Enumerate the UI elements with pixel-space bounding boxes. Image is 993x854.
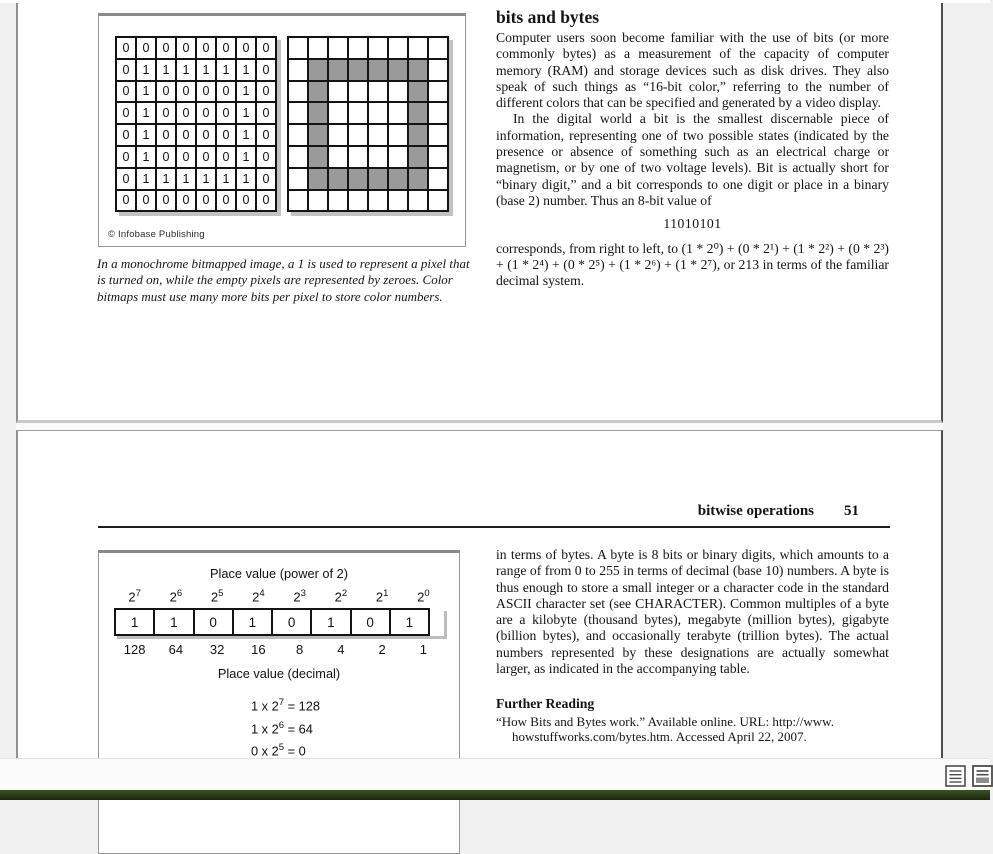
power-row bbox=[114, 588, 444, 604]
pixel-cell bbox=[288, 81, 308, 103]
article-column bbox=[496, 7, 889, 289]
pixel-cell bbox=[308, 168, 328, 190]
decimal-label: 8 bbox=[296, 642, 304, 658]
bit-cell: 0 bbox=[156, 81, 176, 103]
pixel-cell bbox=[368, 102, 388, 124]
decimal-label: 16 bbox=[251, 642, 266, 658]
bit-cell: 1 bbox=[196, 59, 216, 81]
bit-box: 1 bbox=[232, 608, 271, 636]
article-paragraph: In the digital world a bit is the smallest discernable piece of information, representing one of two possible states (indicated by the presence or absence of something such as an electrical charge or magnetism, or by one of two voltage levels). Bit is actually short for “binary digit,” and a bit corresponds to one digit or place in a binary (base 2) number. Thus an 8-bit value of bbox=[496, 111, 889, 208]
bit-cell: 0 bbox=[176, 102, 196, 124]
bit-row bbox=[114, 608, 444, 636]
pixel-cell bbox=[328, 37, 348, 59]
bit-cell: 0 bbox=[216, 81, 236, 103]
bit-cell: 0 bbox=[216, 124, 236, 146]
pixel-cell bbox=[288, 146, 308, 168]
bit-box: 1 bbox=[389, 608, 430, 636]
pixel-cell bbox=[368, 59, 388, 81]
pixel-cell bbox=[408, 190, 428, 212]
pixel-cell bbox=[408, 59, 428, 81]
decimal-label: 32 bbox=[209, 642, 225, 658]
bit-cell: 0 bbox=[176, 81, 196, 103]
pixel-cell bbox=[408, 146, 428, 168]
equation: 1 x $2^6 = 64$ bbox=[251, 719, 313, 736]
bit-cell: 0 bbox=[156, 124, 176, 146]
bit-box: 0 bbox=[271, 608, 310, 636]
bit-cell: 0 bbox=[216, 146, 236, 168]
pixel-cell bbox=[328, 190, 348, 212]
pixel-cell bbox=[348, 168, 368, 190]
equation: 0 x $2^5 = 0$ bbox=[251, 741, 306, 759]
pixel-cell bbox=[428, 37, 448, 59]
pixel-cell bbox=[408, 124, 428, 146]
reference-line: “How Bits and Bytes work.” Available online. URL: http://www. bbox=[496, 713, 834, 729]
decimal-label: 128 bbox=[123, 642, 146, 658]
pixel-cell bbox=[328, 81, 348, 103]
figure-caption: In a monochrome bitmapped image, a 1 is used to represent a pixel that is turned on, while the empty pixels are represented by zeroes. Color bitmaps must use many more bits per pixel to store color numbers. bbox=[97, 256, 470, 304]
decimal-label: 4 bbox=[337, 642, 345, 658]
pixel-cell bbox=[428, 146, 448, 168]
bit-cell: 1 bbox=[136, 146, 156, 168]
pixel-cell bbox=[388, 102, 408, 124]
bit-cell: 0 bbox=[216, 102, 236, 124]
bit-cell: 0 bbox=[196, 81, 216, 103]
bit-cell: 0 bbox=[116, 59, 136, 81]
pixel-cell bbox=[408, 102, 428, 124]
pixel-cell bbox=[308, 81, 328, 103]
page-number: 51 bbox=[844, 503, 859, 519]
pixel-cell bbox=[348, 190, 368, 212]
bit-cell: 1 bbox=[236, 81, 256, 103]
pixel-cell bbox=[288, 168, 308, 190]
bitmap-figure bbox=[98, 13, 466, 247]
document-view-area bbox=[16, 3, 943, 758]
pixel-cell bbox=[388, 124, 408, 146]
bit-cell: 1 bbox=[216, 59, 236, 81]
binary-value: 11010101 bbox=[663, 216, 722, 232]
power-label: $2^1$ bbox=[375, 588, 389, 605]
pixel-cell bbox=[368, 37, 388, 59]
bit-cell: 0 bbox=[256, 59, 276, 81]
pixel-cell bbox=[348, 81, 368, 103]
bit-cell: 0 bbox=[116, 102, 136, 124]
pixel-cell bbox=[348, 37, 368, 59]
pixel-cell bbox=[308, 124, 328, 146]
pixel-cell bbox=[388, 168, 408, 190]
bit-cell: 0 bbox=[256, 102, 276, 124]
bit-cell: 0 bbox=[116, 190, 136, 212]
article-heading: bits and bytes bbox=[496, 7, 600, 27]
pixel-cell bbox=[428, 59, 448, 81]
bit-box: 0 bbox=[350, 608, 389, 636]
reference-line: howstuffworks.com/bytes.htm. Accessed April 22, 2007. bbox=[512, 728, 807, 744]
bit-cell: 0 bbox=[196, 37, 216, 59]
pixel-cell bbox=[368, 146, 388, 168]
equation: 1 x $2^7 = 128$ bbox=[251, 697, 320, 714]
bit-cell: 0 bbox=[196, 102, 216, 124]
further-reading-heading: Further Reading bbox=[496, 696, 595, 712]
bit-cell: 0 bbox=[116, 168, 136, 190]
article-paragraph: Computer users soon become familiar with the use of bits (or more commonly bytes) as a measurement of the capacity of computer memory (RAM) and storage devices such as disk drives. They also speak of such things as “16-bit color,” referring to the number of different colors that can be specified and generated by a video display. bbox=[496, 30, 889, 111]
figure-title-bottom: Place value (decimal) bbox=[217, 666, 341, 682]
bit-cell: 0 bbox=[216, 190, 236, 212]
pixel-cell bbox=[348, 146, 368, 168]
bit-cell: 0 bbox=[176, 124, 196, 146]
bit-cell: 0 bbox=[116, 146, 136, 168]
bit-cell: 1 bbox=[216, 168, 236, 190]
bit-box: 0 bbox=[193, 608, 232, 636]
article-paragraph: corresponds, from right to left, to (1 * 2⁰) + (0 * 2¹) + (1 * 2²) + (0 * 2³) + (1 * 2⁴) + (0 * 2⁵) + (1 * 2⁶) + (1 * 2⁷), or 213 in terms of the familiar decimal system. bbox=[496, 240, 889, 289]
pixel-cell bbox=[388, 59, 408, 81]
pixel-cell bbox=[408, 168, 428, 190]
bit-cell: 0 bbox=[156, 37, 176, 59]
pixel-cell bbox=[308, 146, 328, 168]
decimal-label: 1 bbox=[419, 642, 427, 658]
bit-cell: 0 bbox=[196, 190, 216, 212]
page-1 bbox=[16, 3, 943, 423]
pixel-cell bbox=[288, 102, 308, 124]
bit-cell: 0 bbox=[136, 190, 156, 212]
status-strip bbox=[0, 758, 990, 790]
bit-cell: 1 bbox=[236, 102, 256, 124]
pixel-cell bbox=[288, 124, 308, 146]
power-label: $2^5$ bbox=[210, 588, 224, 605]
bit-cell: 0 bbox=[256, 190, 276, 212]
bit-cell: 0 bbox=[236, 37, 256, 59]
pixel-cell bbox=[368, 168, 388, 190]
pixel-cell bbox=[328, 168, 348, 190]
figure-title-top: Place value (power of 2) bbox=[210, 566, 348, 581]
pixel-cell bbox=[308, 102, 328, 124]
power-label: $2^7$ bbox=[128, 588, 141, 605]
bit-cell: 1 bbox=[236, 59, 256, 81]
bit-box: 1 bbox=[310, 608, 349, 636]
pixel-grid bbox=[287, 36, 449, 212]
pixel-cell bbox=[368, 190, 388, 212]
bit-cell: 0 bbox=[256, 168, 276, 190]
pixel-cell bbox=[428, 124, 448, 146]
bit-cell: 0 bbox=[176, 146, 196, 168]
bit-cell: 0 bbox=[176, 190, 196, 212]
pixel-cell bbox=[288, 37, 308, 59]
bit-cell: 0 bbox=[196, 146, 216, 168]
decimal-label: 2 bbox=[378, 642, 386, 658]
power-label: $2^3$ bbox=[293, 588, 306, 605]
pixel-cell bbox=[328, 59, 348, 81]
bit-cell: 1 bbox=[136, 59, 156, 81]
running-head bbox=[98, 503, 890, 520]
power-label: $2^0$ bbox=[417, 588, 430, 605]
bit-box: 1 bbox=[153, 608, 192, 636]
bit-cell: 0 bbox=[256, 37, 276, 59]
bit-cell: 0 bbox=[116, 37, 136, 59]
bit-cell: 0 bbox=[196, 124, 216, 146]
bit-cell: 1 bbox=[156, 168, 176, 190]
running-head-title: bitwise operations bbox=[697, 503, 814, 519]
place-value-figure bbox=[98, 550, 460, 854]
bit-box: 1 bbox=[114, 608, 153, 636]
page-view-icon[interactable] bbox=[972, 765, 993, 787]
bit-cell: 1 bbox=[136, 81, 156, 103]
bit-cell: 1 bbox=[136, 168, 156, 190]
bit-cell: 0 bbox=[176, 37, 196, 59]
pixel-cell bbox=[408, 37, 428, 59]
power-label: $2^2$ bbox=[334, 588, 348, 605]
pixel-cell bbox=[428, 102, 448, 124]
page-2 bbox=[16, 430, 943, 759]
decimal-label: 64 bbox=[168, 642, 184, 658]
taskbar bbox=[0, 790, 990, 800]
bit-cell: 1 bbox=[136, 124, 156, 146]
pixel-cell bbox=[428, 168, 448, 190]
pixel-cell bbox=[368, 124, 388, 146]
pixel-cell bbox=[328, 102, 348, 124]
bit-cell: 0 bbox=[156, 190, 176, 212]
bit-cell: 0 bbox=[136, 37, 156, 59]
figure-credit: © Infobase Publishing bbox=[108, 229, 205, 240]
power-label: $2^6$ bbox=[169, 588, 183, 605]
pixel-cell bbox=[288, 59, 308, 81]
bit-cell: 0 bbox=[236, 190, 256, 212]
pixel-cell bbox=[348, 102, 368, 124]
bit-cell: 0 bbox=[256, 146, 276, 168]
bit-cell: 0 bbox=[256, 124, 276, 146]
bit-cell: 1 bbox=[136, 102, 156, 124]
pixel-cell bbox=[308, 37, 328, 59]
pixel-cell bbox=[308, 59, 328, 81]
pixel-cell bbox=[348, 59, 368, 81]
bit-cell: 1 bbox=[236, 168, 256, 190]
pixel-cell bbox=[428, 190, 448, 212]
pixel-cell bbox=[328, 124, 348, 146]
bit-cell: 1 bbox=[156, 59, 176, 81]
bit-value-grid bbox=[115, 36, 277, 212]
pixel-cell bbox=[328, 146, 348, 168]
pixel-cell bbox=[428, 81, 448, 103]
header-rule bbox=[98, 526, 890, 528]
bit-cell: 0 bbox=[216, 37, 236, 59]
bit-cell: 1 bbox=[176, 59, 196, 81]
pixel-cell bbox=[368, 81, 388, 103]
bit-cell: 0 bbox=[156, 102, 176, 124]
pixel-cell bbox=[408, 81, 428, 103]
pixel-cell bbox=[388, 190, 408, 212]
text-view-icon[interactable] bbox=[945, 765, 966, 787]
article-paragraph: in terms of bytes. A byte is 8 bits or binary digits, which amounts to a range of from 0 to 255 in terms of decimal (base 10) numbers. A byte is thus enough to store a small integer or a character code in the standard ASCII character set (see CHARACTER). Common multiples of a byte are a kilobyte (thousand bytes), megabyte (million bytes), gigabyte (billion bytes), and occasionally terabyte (trillion bytes). The actual numbers represented by these designations are actually somewhat larger, as indicated in the accompanying table. bbox=[496, 547, 889, 677]
pixel-cell bbox=[308, 190, 328, 212]
bit-cell: 0 bbox=[256, 81, 276, 103]
reference-entry bbox=[496, 714, 889, 745]
decimal-row bbox=[114, 642, 444, 657]
bit-cell: 1 bbox=[236, 124, 256, 146]
pixel-cell bbox=[388, 81, 408, 103]
bit-cell: 1 bbox=[176, 168, 196, 190]
article-column bbox=[496, 547, 889, 744]
bit-cell: 0 bbox=[156, 146, 176, 168]
bit-cell: 1 bbox=[236, 146, 256, 168]
bit-cell: 1 bbox=[196, 168, 216, 190]
pixel-cell bbox=[388, 37, 408, 59]
bit-cell: 0 bbox=[116, 81, 136, 103]
pixel-cell bbox=[288, 190, 308, 212]
pixel-cell bbox=[348, 124, 368, 146]
power-label: $2^4$ bbox=[252, 588, 265, 605]
pixel-cell bbox=[388, 146, 408, 168]
bit-cell: 0 bbox=[116, 124, 136, 146]
